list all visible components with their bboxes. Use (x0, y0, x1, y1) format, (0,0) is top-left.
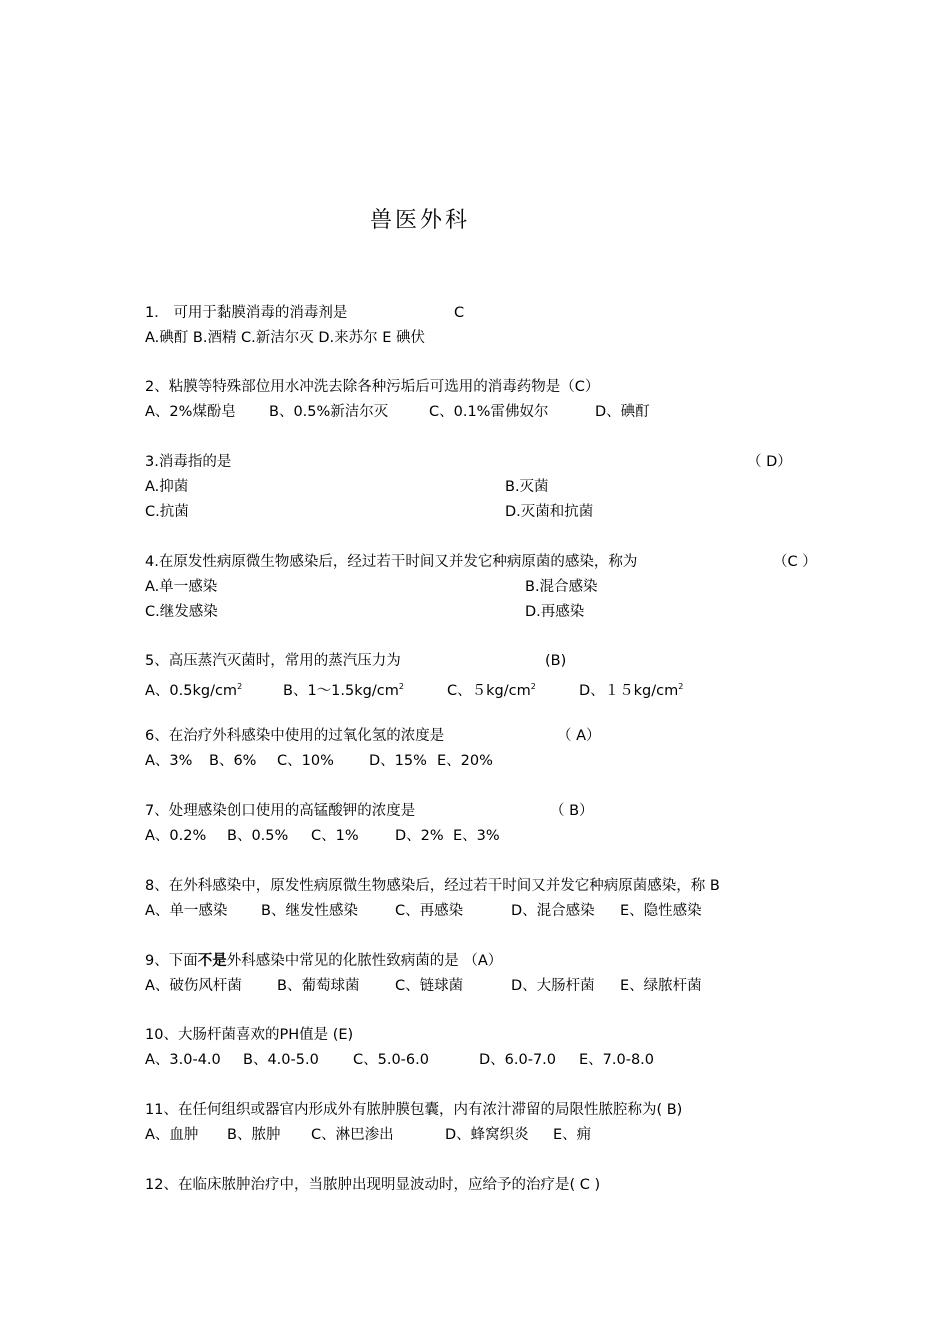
option: E、3% (453, 828, 500, 844)
option: A、$0.5kg/cm^2$ (145, 682, 243, 699)
option: D、2% (395, 828, 444, 844)
option: B、0.5% (227, 828, 289, 844)
question-answer: （ D） (747, 454, 792, 470)
option: E、20% (437, 753, 493, 769)
options-line (145, 749, 825, 774)
option: C、淋巴渗出 (311, 1127, 394, 1143)
option: C、$5kg/cm^2$ (447, 682, 536, 699)
question-stem: 3.消毒指的是 (145, 454, 232, 470)
option: C、链球菌 (395, 978, 464, 994)
options-line (145, 974, 825, 999)
document-title: 兽医外科 (369, 208, 470, 233)
option: D.再感染 (525, 604, 585, 620)
option: A.抑菌 (145, 479, 189, 495)
option: A、单一感染 (145, 903, 228, 919)
option: E、7.0-8.0 (579, 1052, 655, 1068)
question-stem: 8、在外科感染中，原发性病原微生物感染后，经过若干时间又并发它种病原菌感染，称 B (145, 878, 720, 894)
options-line (145, 400, 825, 425)
option: C、10% (277, 753, 334, 769)
question-4 (145, 550, 825, 625)
option: B、脓肿 (227, 1127, 281, 1143)
question-stem: 5、高压蒸汽灭菌时，常用的蒸汽压力为 (145, 653, 401, 669)
option: C、再感染 (395, 903, 464, 919)
option: D、大肠杆菌 (511, 978, 595, 994)
option: D、蜂窝织炎 (445, 1127, 529, 1143)
question-3 (145, 450, 825, 525)
option: A.单一感染 (145, 579, 218, 595)
question-10 (145, 1023, 825, 1073)
options-line (145, 824, 825, 849)
option: C、1% (311, 828, 359, 844)
option: D、碘酊 (595, 404, 650, 420)
options-line (145, 899, 825, 924)
option: C、0.1%雷佛奴尔 (429, 404, 549, 420)
question-stem: 7、处理感染创口使用的高锰酸钾的浓度是 (145, 803, 416, 819)
question-stem: 9、下面不是外科感染中常见的化脓性致病菌的是 （A） (145, 953, 503, 969)
question-8 (145, 874, 825, 924)
option: D.灭菌和抗菌 (505, 504, 594, 520)
question-1 (145, 301, 825, 351)
option: A、3.0-4.0 (145, 1052, 221, 1068)
question-5 (145, 649, 825, 699)
question-answer: C (454, 305, 465, 321)
question-stem: 2、粘膜等特殊部位用水冲洗去除各种污垢后可选用的消毒药物是（C） (145, 379, 600, 395)
option: B、6% (209, 753, 257, 769)
option: C、5.0-6.0 (353, 1052, 429, 1068)
option: C.继发感染 (145, 604, 218, 620)
options-line (145, 674, 825, 699)
option: E、绿脓杆菌 (620, 978, 702, 994)
option: B、$1\sim 1.5kg/cm^2$ (283, 682, 404, 699)
question-answer: （ B） (550, 803, 594, 819)
option: A、血肿 (145, 1127, 199, 1143)
option: B、继发性感染 (261, 903, 358, 919)
question-answer: (B) (545, 653, 567, 669)
question-6 (145, 724, 825, 774)
option: D、混合感染 (511, 903, 595, 919)
options-line (145, 600, 825, 625)
options-line (145, 475, 825, 500)
option: C.抗菌 (145, 504, 189, 520)
question-12 (145, 1173, 825, 1198)
option: A、2%煤酚皂 (145, 404, 236, 420)
question-stem: 11、在任何组织或器官内形成外有脓肿膜包囊，内有浓汁滞留的局限性脓腔称为( B) (145, 1102, 683, 1118)
question-stem: 6、在治疗外科感染中使用的过氧化氢的浓度是 (145, 728, 445, 744)
question-9 (145, 949, 825, 999)
option: B、4.0-5.0 (243, 1052, 319, 1068)
option: D、$15kg/cm^2$ (579, 682, 684, 699)
question-2 (145, 375, 825, 425)
question-stem: 1． 可用于黏膜消毒的消毒剂是 (145, 305, 348, 321)
question-answer: （ A） (557, 728, 601, 744)
option: A、破伤风杆菌 (145, 978, 242, 994)
option: E、痈 (553, 1127, 592, 1143)
question-11 (145, 1098, 825, 1148)
option: B、葡萄球菌 (277, 978, 360, 994)
question-answer: （C ） (773, 554, 817, 570)
option: B、0.5%新洁尔灭 (269, 404, 389, 420)
options-line (145, 1123, 825, 1148)
option: D、15% (369, 753, 427, 769)
options-line: A.碘酊 B.酒精 C.新洁尔灭 D.来苏尔 E 碘伏 (145, 330, 426, 346)
options-line (145, 575, 825, 600)
question-stem: 4.在原发性病原微生物感染后，经过若干时间又并发它种病原菌的感染，称为 (145, 554, 638, 570)
options-line (145, 1048, 825, 1073)
option: A、3% (145, 753, 193, 769)
options-line (145, 500, 825, 525)
option: B.灭菌 (505, 479, 549, 495)
question-stem: 12、在临床脓肿治疗中，当脓肿出现明显波动时，应给予的治疗是( C ) (145, 1177, 601, 1193)
option: E、隐性感染 (620, 903, 702, 919)
question-7 (145, 799, 825, 849)
option: A、0.2% (145, 828, 207, 844)
option: B.混合感染 (525, 579, 598, 595)
question-stem: 10、大肠杆菌喜欢的PH值是 (E) (145, 1027, 354, 1043)
option: D、6.0-7.0 (479, 1052, 557, 1068)
